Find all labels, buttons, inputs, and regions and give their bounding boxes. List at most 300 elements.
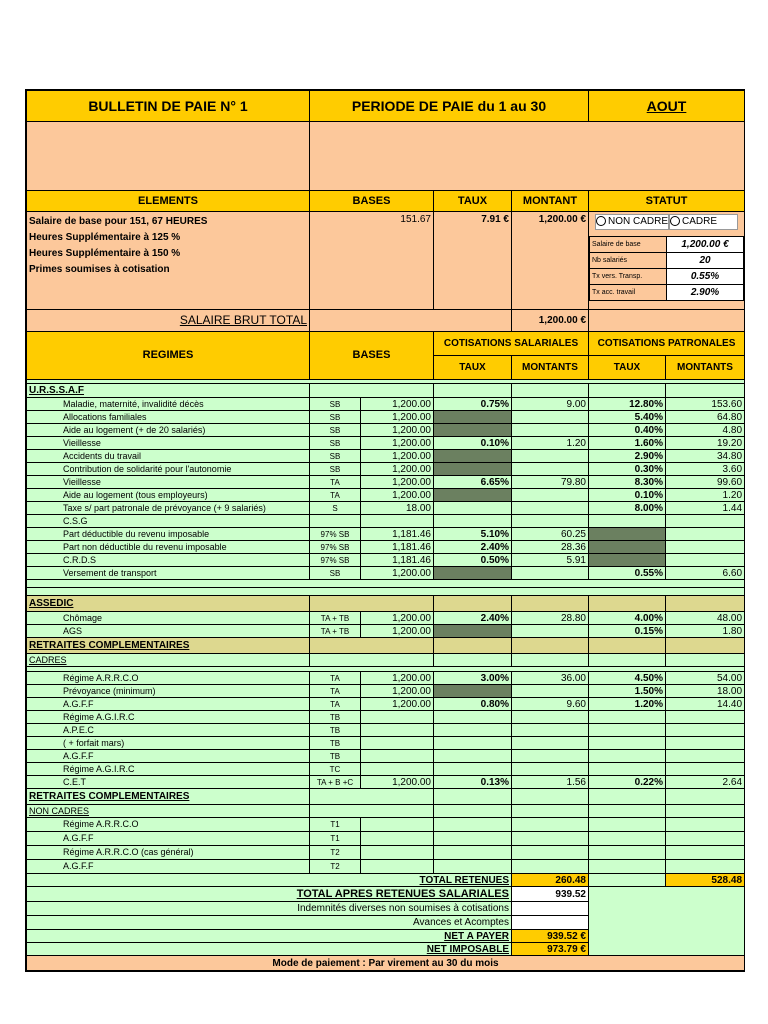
pat-taux [589, 763, 666, 776]
radio-non-cadre[interactable] [595, 214, 669, 230]
regime-base [361, 724, 434, 737]
totals-row [27, 930, 745, 943]
table-row [27, 515, 745, 528]
pat-montant: 1.20 [666, 489, 745, 502]
regime-base: 1,200.00 [361, 672, 434, 685]
regime-base: 1,200.00 [361, 450, 434, 463]
table-row [27, 818, 745, 832]
regime-label: Aide au logement (tous employeurs) [27, 489, 310, 502]
statut-param-row [590, 269, 744, 285]
brut-label: SALAIRE BRUT TOTAL [27, 310, 310, 332]
table-row [27, 424, 745, 437]
regime-base: 1,181.46 [361, 554, 434, 567]
pat-taux [589, 737, 666, 750]
table-row [27, 612, 745, 625]
blank-header-area [27, 122, 745, 191]
regime-label: Accidents du travail [27, 450, 310, 463]
regime-base: 1,200.00 [361, 776, 434, 789]
regime-base [361, 711, 434, 724]
sal-montant [512, 424, 589, 437]
col-pat-montants: MONTANTS [666, 356, 745, 380]
sal-montant [512, 450, 589, 463]
col-statut: STATUT [589, 191, 745, 212]
regime-base [361, 750, 434, 763]
spacer-row [27, 580, 745, 588]
regime-base: 1,200.00 [361, 476, 434, 489]
sal-montant [512, 685, 589, 698]
regimes-header-1 [27, 332, 745, 356]
regime-code: TA [310, 698, 361, 711]
regime-label: A.G.F.F [27, 698, 310, 711]
pat-montant: 14.40 [666, 698, 745, 711]
regime-code: TB [310, 737, 361, 750]
sal-montant: 9.00 [512, 398, 589, 411]
regime-code: T1 [310, 818, 361, 832]
total-apres-value: 939.52 [512, 887, 589, 902]
sal-montant: 9.60 [512, 698, 589, 711]
regime-base: 1,200.00 [361, 625, 434, 638]
pat-montant: 18.00 [666, 685, 745, 698]
sal-taux [434, 685, 512, 698]
net-payer-value: 939.52 € [512, 930, 589, 943]
pat-montant: 19.20 [666, 437, 745, 450]
table-row [27, 724, 745, 737]
sal-montant [512, 724, 589, 737]
table-row [27, 463, 745, 476]
col-regimes: REGIMES [27, 332, 310, 380]
pat-taux [589, 528, 666, 541]
table-row [27, 489, 745, 502]
avances-label: Avances et Acomptes [27, 916, 512, 930]
sal-taux: 5.10% [434, 528, 512, 541]
table-row [27, 411, 745, 424]
pat-montant: 4.80 [666, 424, 745, 437]
col-taux: TAUX [434, 191, 512, 212]
table-row [27, 672, 745, 685]
statut-param-label: Tx vers. Transp. [590, 269, 667, 285]
pat-taux: 4.00% [589, 612, 666, 625]
header-row [27, 91, 745, 122]
salaire-base-montant: 1,200.00 € [512, 212, 589, 310]
col-cot-sal: COTISATIONS SALARIALES [434, 332, 589, 356]
pat-montant: 34.80 [666, 450, 745, 463]
regime-label: Part non déductible du revenu imposable [27, 541, 310, 554]
regime-code: TB [310, 750, 361, 763]
regime-label: A.P.E.C [27, 724, 310, 737]
regime-code: TA [310, 672, 361, 685]
sal-montant: 1.56 [512, 776, 589, 789]
net-payer-label: NET A PAYER [27, 930, 512, 943]
regime-label: A.G.F.F [27, 860, 310, 874]
totals-row [27, 887, 745, 902]
radio-cadre[interactable] [669, 214, 738, 230]
payslip [25, 89, 745, 972]
pat-montant [666, 763, 745, 776]
regime-code: SB [310, 424, 361, 437]
pat-taux: 0.55% [589, 567, 666, 580]
table-row [27, 860, 745, 874]
pat-taux: 2.90% [589, 450, 666, 463]
sal-taux: 3.00% [434, 672, 512, 685]
section-row [27, 384, 745, 398]
regime-base: 1,200.00 [361, 411, 434, 424]
col-pat-taux: TAUX [589, 356, 666, 380]
sal-taux [434, 737, 512, 750]
regime-label: A.G.F.F [27, 750, 310, 763]
sal-taux: 2.40% [434, 541, 512, 554]
primes-label: Primes soumises à cotisation [29, 264, 170, 275]
regime-code: S [310, 502, 361, 515]
pat-montant [666, 724, 745, 737]
employer-box [27, 122, 310, 191]
regime-code: TA + B +C [310, 776, 361, 789]
radio-circle-icon [670, 216, 680, 226]
regime-code: TB [310, 711, 361, 724]
regime-base: 1,181.46 [361, 528, 434, 541]
statut-radios [589, 212, 744, 236]
regime-label: Vieillesse [27, 476, 310, 489]
section-cadres: CADRES [27, 654, 310, 667]
regime-code: TA [310, 489, 361, 502]
regime-code: 97% SB [310, 541, 361, 554]
sal-montant [512, 411, 589, 424]
statut-param-label: Nb salariés [590, 253, 667, 269]
statut-param-value: 2.90% [667, 285, 744, 301]
sal-taux [434, 424, 512, 437]
pat-taux: 8.30% [589, 476, 666, 489]
totals-row [27, 916, 745, 930]
sal-taux [434, 625, 512, 638]
regime-code: 97% SB [310, 528, 361, 541]
regime-code: TA [310, 685, 361, 698]
statut-param-row [590, 285, 744, 301]
regime-base: 1,200.00 [361, 685, 434, 698]
regime-label: ( + forfait mars) [27, 737, 310, 750]
section-retraites1: RETRAITES COMPLEMENTAIRES [27, 638, 310, 654]
total-retenues-sal: 260.48 [512, 874, 589, 887]
table-row [27, 398, 745, 411]
regime-label: Prévoyance (minimum) [27, 685, 310, 698]
sal-taux [434, 489, 512, 502]
sal-montant [512, 489, 589, 502]
sal-montant [512, 567, 589, 580]
sal-taux [434, 463, 512, 476]
sal-montant: 36.00 [512, 672, 589, 685]
regime-label: C.R.D.S [27, 554, 310, 567]
regime-label: Régime A.R.R.C.O [27, 818, 310, 832]
col-cot-pat: COTISATIONS PATRONALES [589, 332, 745, 356]
section-row [27, 789, 745, 805]
pat-montant [666, 554, 745, 567]
regime-code: TC [310, 763, 361, 776]
table-row [27, 528, 745, 541]
sal-taux: 0.75% [434, 398, 512, 411]
table-row [27, 737, 745, 750]
indemnites-value [512, 902, 589, 916]
pat-montant: 6.60 [666, 567, 745, 580]
brut-empty [589, 310, 745, 332]
section-row [27, 654, 745, 667]
regime-code: T2 [310, 846, 361, 860]
pat-taux: 0.10% [589, 489, 666, 502]
pat-taux [589, 750, 666, 763]
sal-taux [434, 750, 512, 763]
pat-taux: 4.50% [589, 672, 666, 685]
section-non_cadres: NON CADRES [27, 805, 310, 818]
pat-montant: 1.80 [666, 625, 745, 638]
table-row [27, 567, 745, 580]
regime-label: AGS [27, 625, 310, 638]
regime-base: 1,200.00 [361, 437, 434, 450]
pat-taux [589, 711, 666, 724]
col-bases: BASES [310, 191, 434, 212]
section-urssaf: U.R.S.S.A.F [27, 384, 310, 398]
pat-taux: 1.20% [589, 698, 666, 711]
pat-taux [589, 554, 666, 567]
col-elements: ELEMENTS [27, 191, 310, 212]
sal-montant: 28.36 [512, 541, 589, 554]
pat-taux [589, 515, 666, 528]
sal-taux [434, 724, 512, 737]
sal-montant: 79.80 [512, 476, 589, 489]
pay-month: AOUT [589, 91, 745, 122]
radio-circle-icon [596, 216, 606, 226]
totals-row [27, 902, 745, 916]
pat-taux [589, 724, 666, 737]
statut-param-label: Tx acc. travail [590, 285, 667, 301]
payslip-table [26, 90, 745, 971]
regime-label: Chômage [27, 612, 310, 625]
section-assedic: ASSEDIC [27, 596, 310, 612]
payment-mode: Mode de paiement : Par virement au 30 du mois [27, 956, 745, 971]
pat-montant [666, 737, 745, 750]
regime-code: SB [310, 398, 361, 411]
totals-row [27, 943, 745, 956]
pat-montant: 54.00 [666, 672, 745, 685]
regime-label: C.E.T [27, 776, 310, 789]
net-imposable-value: 973.79 € [512, 943, 589, 956]
regime-code: SB [310, 450, 361, 463]
regime-label: Taxe s/ part patronale de prévoyance (+ 9 salariés) [27, 502, 310, 515]
regime-code: TA + TB [310, 612, 361, 625]
pat-montant: 48.00 [666, 612, 745, 625]
regime-base: 1,181.46 [361, 541, 434, 554]
table-row [27, 625, 745, 638]
sal-taux [434, 567, 512, 580]
pat-taux: 12.80% [589, 398, 666, 411]
regime-label: Maladie, maternité, invalidité décès [27, 398, 310, 411]
sal-montant: 60.25 [512, 528, 589, 541]
col-sal-montants: MONTANTS [512, 356, 589, 380]
regime-label: Contribution de solidarité pour l'autonomie [27, 463, 310, 476]
regime-base: 1,200.00 [361, 424, 434, 437]
pat-montant: 2.64 [666, 776, 745, 789]
sal-taux: 0.80% [434, 698, 512, 711]
pat-montant [666, 528, 745, 541]
sal-taux: 0.10% [434, 437, 512, 450]
regime-base [361, 737, 434, 750]
radio-non-cadre-label: NON CADRE [608, 216, 669, 227]
hs125-label: Heures Supplémentaire à 125 % [29, 232, 181, 243]
regime-base: 1,200.00 [361, 489, 434, 502]
regime-code: SB [310, 463, 361, 476]
sal-montant [512, 711, 589, 724]
regime-code: TA [310, 476, 361, 489]
regime-code: SB [310, 567, 361, 580]
table-row [27, 698, 745, 711]
statut-params [589, 236, 744, 301]
section-retraites2: RETRAITES COMPLEMENTAIRES [27, 789, 310, 805]
sal-taux: 2.40% [434, 612, 512, 625]
regime-base: 1,200.00 [361, 398, 434, 411]
regime-label: Régime A.G.I.R.C [27, 763, 310, 776]
regime-label: Versement de transport [27, 567, 310, 580]
brut-value: 1,200.00 € [512, 310, 589, 332]
statut-param-row [590, 237, 744, 253]
table-row [27, 450, 745, 463]
regime-base: 1,200.00 [361, 567, 434, 580]
col-sal-taux: TAUX [434, 356, 512, 380]
avances-value [512, 916, 589, 930]
table-row [27, 763, 745, 776]
statut-param-value: 0.55% [667, 269, 744, 285]
pat-montant [666, 711, 745, 724]
employee-box [310, 122, 745, 191]
sal-taux: 6.65% [434, 476, 512, 489]
regime-code: SB [310, 411, 361, 424]
regime-code: T2 [310, 860, 361, 874]
sal-taux: 0.50% [434, 554, 512, 567]
regime-base: 18.00 [361, 502, 434, 515]
sal-montant: 28.80 [512, 612, 589, 625]
regime-code: 97% SB [310, 554, 361, 567]
sal-taux [434, 515, 512, 528]
payslip-title: BULLETIN DE PAIE N° 1 [27, 91, 310, 122]
pay-period-label: PERIODE DE PAIE du 1 au 30 [351, 97, 547, 114]
table-row [27, 776, 745, 789]
table-row [27, 437, 745, 450]
pat-montant: 64.80 [666, 411, 745, 424]
brut-spacer [310, 310, 512, 332]
table-row [27, 554, 745, 567]
statut-panel [589, 212, 745, 310]
sal-montant [512, 502, 589, 515]
sal-taux [434, 763, 512, 776]
pat-taux: 0.40% [589, 424, 666, 437]
pat-montant [666, 750, 745, 763]
total-apres-label: TOTAL APRES RETENUES SALARIALES [27, 887, 512, 902]
sal-taux [434, 411, 512, 424]
regime-label: Vieillesse [27, 437, 310, 450]
pat-montant: 153.60 [666, 398, 745, 411]
totals-row [27, 874, 745, 887]
table-row [27, 832, 745, 846]
sal-montant [512, 515, 589, 528]
regime-code [310, 515, 361, 528]
regime-label: Allocations familiales [27, 411, 310, 424]
statut-param-value: 1,200.00 € [667, 237, 744, 253]
total-retenues-label: TOTAL RETENUES [27, 874, 512, 887]
pat-montant: 99.60 [666, 476, 745, 489]
regime-label: Aide au logement (+ de 20 salariés) [27, 424, 310, 437]
table-row [27, 711, 745, 724]
sal-taux [434, 450, 512, 463]
regime-base: 1,200.00 [361, 698, 434, 711]
table-row [27, 846, 745, 860]
sal-montant [512, 625, 589, 638]
section-row [27, 805, 745, 818]
pat-taux: 8.00% [589, 502, 666, 515]
sal-montant [512, 750, 589, 763]
sal-taux: 0.13% [434, 776, 512, 789]
net-imposable-label: NET IMPOSABLE [27, 943, 512, 956]
statut-param-row [590, 253, 744, 269]
table-row [27, 541, 745, 554]
pay-period [310, 91, 589, 122]
sal-taux [434, 711, 512, 724]
sal-montant [512, 763, 589, 776]
pat-montant [666, 515, 745, 528]
elements-block [27, 212, 745, 310]
payment-row [27, 956, 745, 971]
regime-label: C.S.G [27, 515, 310, 528]
salaire-base-taux: 7.91 € [434, 212, 512, 310]
sal-montant [512, 737, 589, 750]
regime-base: 1,200.00 [361, 612, 434, 625]
regime-label: Part déductible du revenu imposable [27, 528, 310, 541]
sal-montant: 1.20 [512, 437, 589, 450]
pat-montant: 1.44 [666, 502, 745, 515]
table-row [27, 685, 745, 698]
pat-taux: 5.40% [589, 411, 666, 424]
statut-param-value: 20 [667, 253, 744, 269]
salaire-base-label: Salaire de base pour 151, 67 HEURES [29, 216, 208, 227]
section-row [27, 638, 745, 654]
salaire-base-base: 151.67 [310, 212, 434, 310]
pat-montant [666, 541, 745, 554]
sal-montant [512, 463, 589, 476]
pat-taux: 1.50% [589, 685, 666, 698]
pat-taux: 0.15% [589, 625, 666, 638]
spacer-row [27, 588, 745, 596]
section-row [27, 596, 745, 612]
table-row [27, 750, 745, 763]
pat-montant: 3.60 [666, 463, 745, 476]
col-regimes-bases: BASES [310, 332, 434, 380]
elements-labels [27, 212, 310, 310]
regime-label: Régime A.G.I.R.C [27, 711, 310, 724]
radio-cadre-label: CADRE [682, 216, 718, 227]
total-retenues-pat: 528.48 [666, 874, 745, 887]
pat-taux: 0.30% [589, 463, 666, 476]
elements-header [27, 191, 745, 212]
regime-label: Régime A.R.R.C.O [27, 672, 310, 685]
regime-label: Régime A.R.R.C.O (cas général) [27, 846, 310, 860]
regime-base [361, 763, 434, 776]
regime-code: TB [310, 724, 361, 737]
indemnites-label: Indemnités diverses non soumises à cotisations [27, 902, 512, 916]
pat-taux [589, 541, 666, 554]
hs150-label: Heures Supplémentaire à 150 % [29, 248, 181, 259]
table-row [27, 502, 745, 515]
regime-code: T1 [310, 832, 361, 846]
regime-code: TA + TB [310, 625, 361, 638]
regime-code: SB [310, 437, 361, 450]
regime-label: A.G.F.F [27, 832, 310, 846]
regime-base: 1,200.00 [361, 463, 434, 476]
table-row [27, 476, 745, 489]
pat-taux: 0.22% [589, 776, 666, 789]
